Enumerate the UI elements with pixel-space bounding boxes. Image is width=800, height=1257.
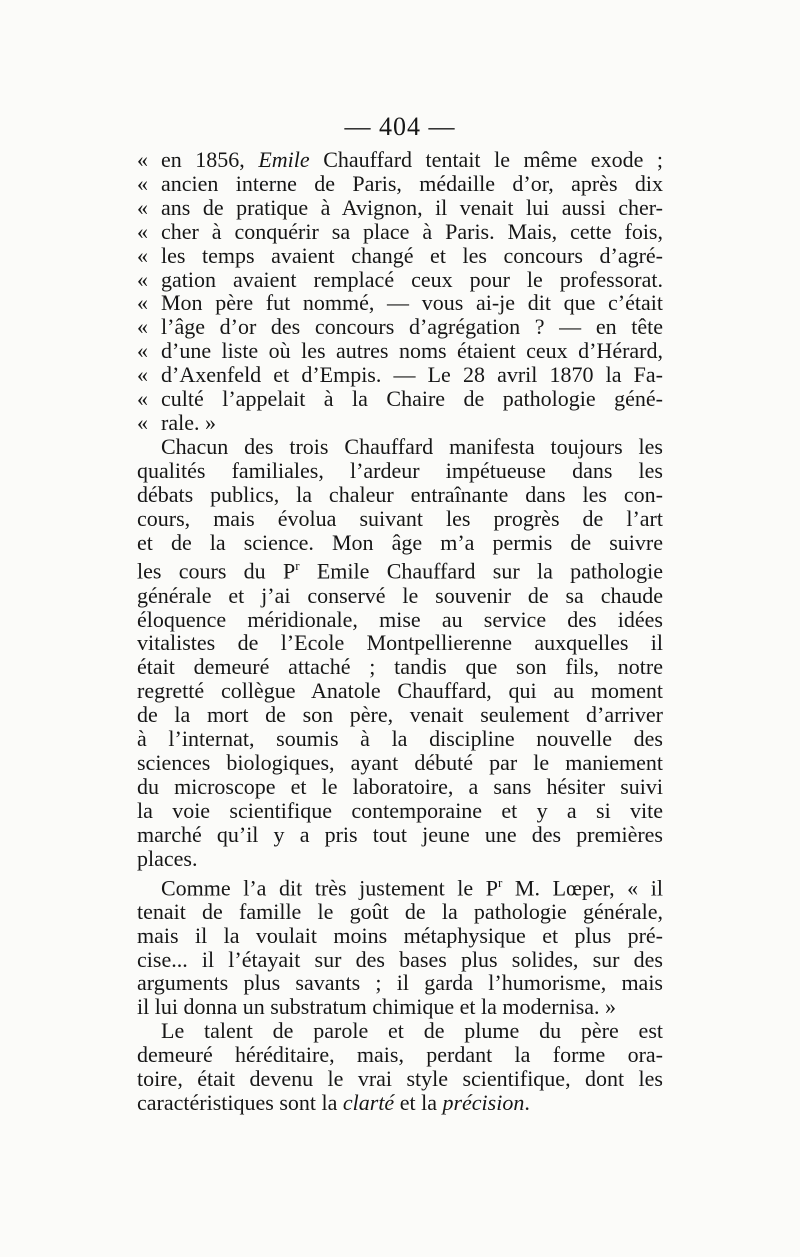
text-run: du microscope et le laboratoire, a sans hésiter suivi — [137, 773, 663, 799]
text-run: toire, était devenu le vrai style scientifique, dont les — [137, 1066, 663, 1092]
quote-mark: « — [137, 194, 148, 220]
text-run: ans de pratique à Avignon, il venait lui aussi cher- — [161, 194, 663, 220]
text-run: éloquence méridionale, mise au service des idées — [137, 606, 663, 632]
text-run: demeuré héréditaire, mais, perdant la forme ora- — [137, 1042, 663, 1068]
text-run: les temps avaient changé et les concours d’agré- — [161, 242, 663, 268]
text-line — [137, 1091, 663, 1115]
text-line — [137, 679, 663, 703]
text-run: d’une liste où les autres noms étaient ceux d’Hérard, — [161, 338, 663, 364]
text-run: était demeuré attaché ; tandis que son fils, notre — [137, 654, 663, 680]
text-line — [137, 507, 663, 531]
italic-text: Emile — [258, 147, 310, 172]
text-line — [137, 339, 663, 363]
text-run: rale. » — [161, 409, 216, 435]
text-line — [137, 971, 663, 995]
text-run: marché qu’il y a pris tout jeune une des premières — [137, 821, 663, 847]
text-run: en 1856, — [161, 147, 259, 172]
text-line — [137, 1067, 663, 1091]
text-line — [137, 799, 663, 823]
text-run: Emile Chauffard sur la pathologie — [299, 558, 663, 584]
text-run: à l’internat, soumis à la discipline nouvelle des — [137, 726, 663, 752]
text-line — [137, 244, 663, 268]
text-run: les cours du P — [137, 558, 296, 584]
text-run: regretté collègue Anatole Chauffard, qui au moment — [137, 678, 663, 704]
text-run: M. Lœper, « il — [502, 874, 663, 900]
text-line — [137, 411, 663, 435]
text-run: vitalistes de l’Ecole Montpellierenne auxquelles il — [137, 630, 663, 656]
text-line — [137, 291, 663, 315]
text-line — [137, 900, 663, 924]
text-run: ancien interne de Paris, médaille d’or, après dix — [161, 170, 663, 196]
text-line — [137, 727, 663, 751]
text-line — [137, 363, 663, 387]
text-line — [137, 924, 663, 948]
text-line — [137, 1043, 663, 1067]
italic-text: clarté — [342, 1090, 395, 1115]
text-line — [137, 631, 663, 655]
text-line — [137, 148, 663, 172]
text-line — [137, 751, 663, 775]
quote-mark: « — [137, 170, 148, 196]
text-run: la voie scientifique contemporaine et y a si vite — [137, 797, 663, 823]
quote-mark: « — [137, 218, 148, 244]
text-run: tenait de famille le goût de la pathologie générale, — [137, 898, 663, 924]
quote-mark: « — [137, 266, 148, 292]
text-line — [137, 268, 663, 292]
text-run: Le talent de parole et de plume du père est — [161, 1018, 663, 1044]
text-run: d’Axenfeld et d’Empis. — Le 28 avril 1870 la Fa- — [161, 362, 663, 388]
text-run: il lui donna un substratum chimique et la modernisa. » — [137, 994, 617, 1020]
text-line — [137, 315, 663, 339]
quote-mark: « — [137, 290, 148, 316]
text-run: . — [524, 1090, 530, 1115]
text-run: culté l’appelait à la Chaire de pathologie géné- — [161, 386, 663, 412]
text-run: cours, mais évolua suivant les progrès de l’art — [137, 505, 663, 531]
text-line — [137, 554, 663, 583]
text-run: débats publics, la chaleur entraînante dans les con- — [137, 481, 663, 507]
text-run: arguments plus savants ; il garda l’humorisme, mais — [137, 970, 663, 996]
text-line — [137, 220, 663, 244]
text-run: Chacun des trois Chauffard manifesta toujours les — [161, 433, 663, 459]
text-run: qualités familiales, l’ardeur impétueuse dans les — [137, 457, 663, 483]
text-run: caractéristiques sont la — [137, 1090, 343, 1115]
text-line — [137, 995, 663, 1019]
text-line — [137, 703, 663, 727]
text-run: cher à conquérir sa place à Paris. Mais, cette fois, — [161, 218, 663, 244]
text-line — [137, 948, 663, 972]
text-run: de la mort de son père, venait seulement d’arriver — [137, 702, 663, 728]
quote-mark: « — [137, 362, 148, 388]
text-line — [137, 459, 663, 483]
quote-mark: « — [137, 314, 148, 340]
text-line — [137, 775, 663, 799]
text-run: l’âge d’or des concours d’agrégation ? — en tête — [161, 314, 663, 340]
text-line — [137, 387, 663, 411]
text-run: gation avaient remplacé ceux pour le professorat. — [161, 266, 663, 292]
text-line — [137, 483, 663, 507]
quote-mark: « — [137, 338, 148, 364]
text-run: mais il la voulait moins métaphysique et plus pré- — [137, 922, 663, 948]
text-line — [137, 823, 663, 847]
text-run: sciences biologiques, ayant débuté par le maniement — [137, 749, 663, 775]
text-line — [137, 531, 663, 555]
quote-mark: « — [137, 386, 148, 412]
quote-mark: « — [137, 242, 148, 268]
text-line — [137, 196, 663, 220]
text-line — [137, 435, 663, 459]
superscript: r — [295, 558, 300, 574]
quote-mark: « — [137, 409, 148, 435]
text-run: places. — [137, 845, 198, 871]
text-run: Comme l’a dit très justement le P — [161, 874, 498, 900]
text-run: générale et j’ai conservé le souvenir de sa chaude — [137, 582, 663, 608]
body-text — [137, 148, 663, 1115]
text-line — [137, 1019, 663, 1043]
text-line — [137, 608, 663, 632]
text-line — [137, 655, 663, 679]
text-run: et la — [394, 1090, 443, 1115]
italic-text: précision — [442, 1090, 525, 1115]
quote-mark: « — [137, 147, 148, 172]
text-run: Mon père fut nommé, — vous ai-je dit que c’était — [161, 290, 663, 316]
text-line — [137, 172, 663, 196]
text-run: cise... il l’étayait sur des bases plus solides, sur des — [137, 946, 663, 972]
superscript: r — [498, 874, 503, 890]
page-number: — 404 — — [344, 112, 456, 141]
text-line — [137, 871, 663, 900]
text-run: et de la science. Mon âge m’a permis de suivre — [137, 529, 663, 555]
text-line — [137, 847, 663, 871]
text-run: Chauffard tentait le même exode ; — [309, 147, 663, 172]
text-line — [137, 584, 663, 608]
